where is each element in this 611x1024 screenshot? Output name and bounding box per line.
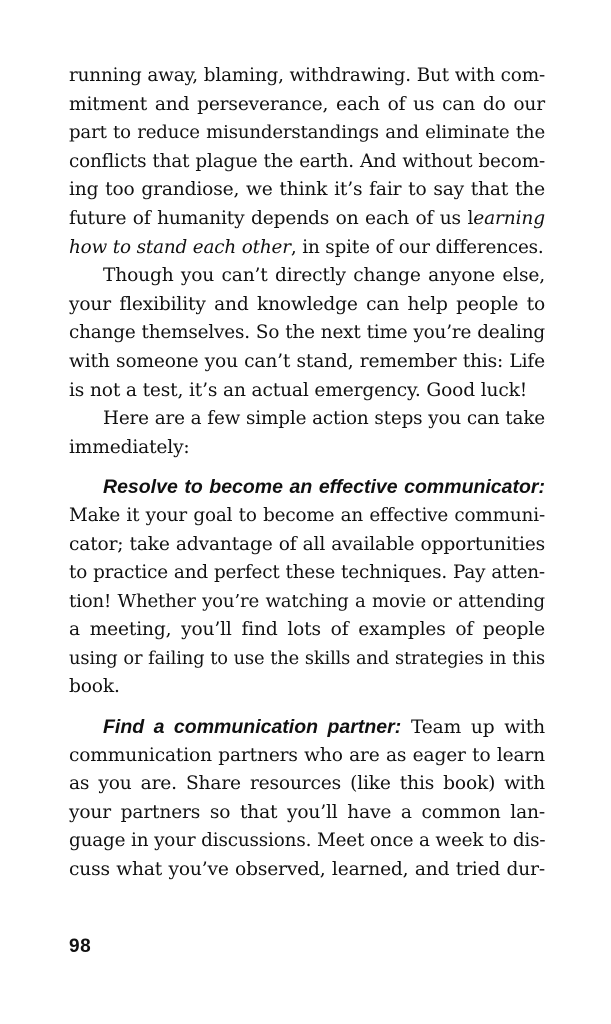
- text-line: [69, 205, 545, 234]
- paragraph: [69, 405, 545, 462]
- page-number: 98: [69, 936, 92, 957]
- text-line: book.: [69, 676, 120, 698]
- text-line: change themselves. So the next time you’re dealing: [69, 322, 545, 344]
- text-line: communication partners who are as eager to learn: [69, 744, 545, 766]
- step-heading: Resolve to become an effective communicator:: [103, 476, 545, 499]
- text-line: is not a test, it’s an actual emergency. Good luck!: [69, 379, 528, 401]
- text-line: guage in your discussions. Meet once a week to dis-: [69, 830, 546, 852]
- text-line: your partners so that you’ll have a common lan-: [69, 801, 545, 823]
- paragraph: [69, 262, 545, 405]
- text-run: future of humanity depends on each of us l: [69, 207, 474, 229]
- text-line: Though you can’t directly change anyone else,: [103, 265, 545, 287]
- paragraph-gap: [69, 462, 545, 473]
- italic-phrase: earning: [473, 207, 545, 229]
- text-run: Team up with: [401, 717, 545, 739]
- page-body: [69, 62, 545, 885]
- italic-phrase: how to stand each other: [69, 236, 291, 258]
- text-line: mitment and perseverance, each of us can do our: [69, 93, 545, 115]
- text-line: cuss what you’ve observed, learned, and tried dur-: [69, 859, 545, 881]
- text-line: Make it your goal to become an effective communi-: [69, 504, 545, 526]
- text-line: a meeting, you’ll find lots of examples of people: [69, 619, 545, 641]
- text-line: as you are. Share resources (like this book) with: [69, 773, 545, 795]
- text-line: running away, blaming, withdrawing. But with com-: [69, 65, 545, 86]
- text-line: with someone you can’t stand, remember this: Life: [69, 350, 545, 372]
- paragraph-gap: [69, 702, 545, 713]
- text-line: part to reduce misunderstandings and eliminate the: [69, 122, 545, 144]
- action-step: [69, 473, 545, 702]
- text-line: [69, 473, 545, 502]
- text-line: cator; take advantage of all available opportunities: [69, 533, 545, 555]
- text-line: tion! Whether you’re watching a movie or attending: [69, 590, 545, 612]
- text-line: ing too grandiose, we think it’s fair to say that the: [69, 179, 545, 201]
- text-line: your flexibility and knowledge can help people to: [69, 293, 545, 315]
- text-line: to practice and perfect these techniques. Pay atten-: [69, 562, 545, 584]
- text-line: conflicts that plague the earth. And without becom-: [69, 150, 545, 172]
- text-line: immediately:: [69, 436, 190, 458]
- step-heading: Find a communication partner:: [103, 716, 402, 739]
- text-line: Here are a few simple action steps you can take: [103, 408, 545, 430]
- text-run: , in spite of our differences.: [290, 236, 544, 258]
- paragraph: [69, 62, 545, 262]
- action-step: [69, 713, 545, 885]
- text-line: [69, 713, 545, 742]
- text-line: using or failing to use the skills and strategies in this: [69, 647, 545, 669]
- text-line: [69, 234, 545, 263]
